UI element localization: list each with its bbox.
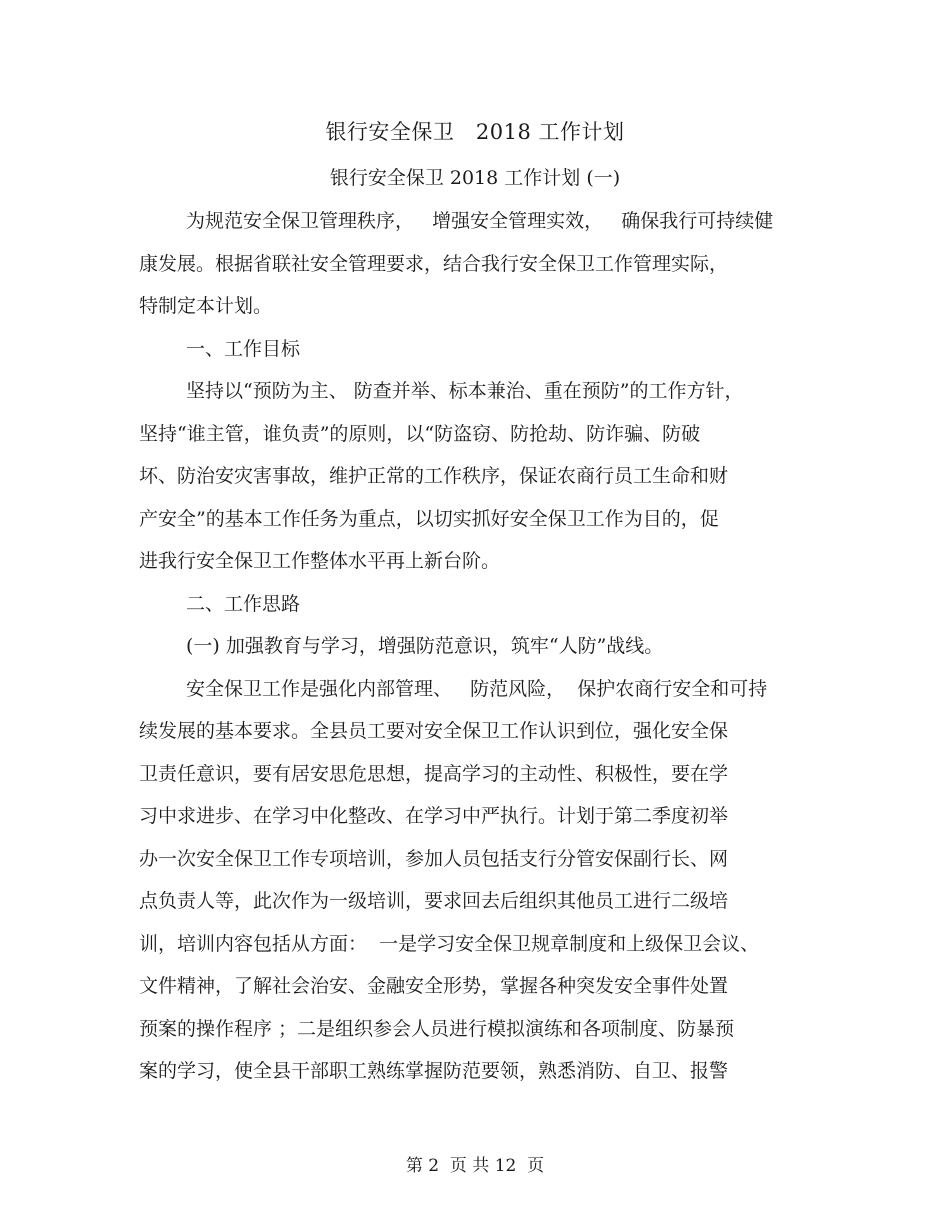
- paragraph-line: 进我行安全保卫工作整体水平再上新台阶。: [139, 550, 501, 572]
- paragraph-line: 文件精神，了解社会治安、金融安全形势，掌握各种突发安全事件处置: [139, 975, 729, 997]
- paragraph-line: 点负责人等，此次作为一级培训，要求回去后组织其他员工进行二级培: [139, 890, 729, 912]
- paragraph-line: 习中求进步、在学习中化整改、在学习中严执行。计划于第二季度初举: [139, 805, 729, 827]
- document-body: [139, 200, 819, 1093]
- paragraph-line: 坚持“谁主管，谁负责”的原则，以“防盗窃、防抢劫、防诈骗、防破: [139, 422, 701, 445]
- paragraph-line: 续发展的基本要求。全县员工要对安全保卫工作认识到位，强化安全保: [139, 720, 729, 742]
- document-subtitle: 银行安全保卫 2018 工作计划 (一): [329, 167, 621, 189]
- paragraph-line: 产安全”的基本工作任务为重点，以切实抓好安全保卫工作为目的，促: [139, 507, 719, 530]
- page-number-footer: 第 2 页 共 12 页: [405, 1156, 545, 1176]
- paragraph-line: 特制定本计划。: [139, 295, 273, 317]
- paragraph-line: 为规范安全保卫管理秩序， 增强安全管理实效， 确保我行可持续健: [186, 210, 774, 232]
- paragraph-line: 案的学习，使全县干部职工熟练掌握防范要领，熟悉消防、自卫、报警: [139, 1060, 729, 1082]
- paragraph-line: 坏、防治安灾害事故，维护正常的工作秩序，保证农商行员工生命和财: [139, 465, 729, 487]
- subsection-heading: (一) 加强教育与学习，增强防范意识，筑牢“人防”战线。: [186, 635, 664, 657]
- paragraph-line: 卫责任意识，要有居安思危思想，提高学习的主动性、积极性，要在学: [139, 762, 729, 785]
- paragraph-line: 训，培训内容包括从方面： 一是学习安全保卫规章制度和上级保卫会议、: [139, 932, 760, 955]
- paragraph-line: 安全保卫工作是强化内部管理、 防范风险， 保护农商行安全和可持: [186, 677, 768, 700]
- document-title: 银行安全保卫 2018 工作计划: [325, 120, 625, 144]
- paragraph-line: 预案的操作程序 ；二是组织参会人员进行模拟演练和各项制度、防暴预: [139, 1017, 735, 1040]
- paragraph-line: 办一次安全保卫工作专项培训，参加人员包括支行分管安保副行长、网: [139, 847, 729, 870]
- section-heading: 一、工作目标: [186, 337, 301, 360]
- paragraph-line: 坚持以“预防为主、 防查并举、标本兼治、重在预防”的工作方针，: [186, 380, 744, 402]
- paragraph-line: 康发展。根据省联社安全管理要求，结合我行安全保卫工作管理实际，: [139, 252, 729, 275]
- section-heading: 二、工作思路: [186, 592, 301, 615]
